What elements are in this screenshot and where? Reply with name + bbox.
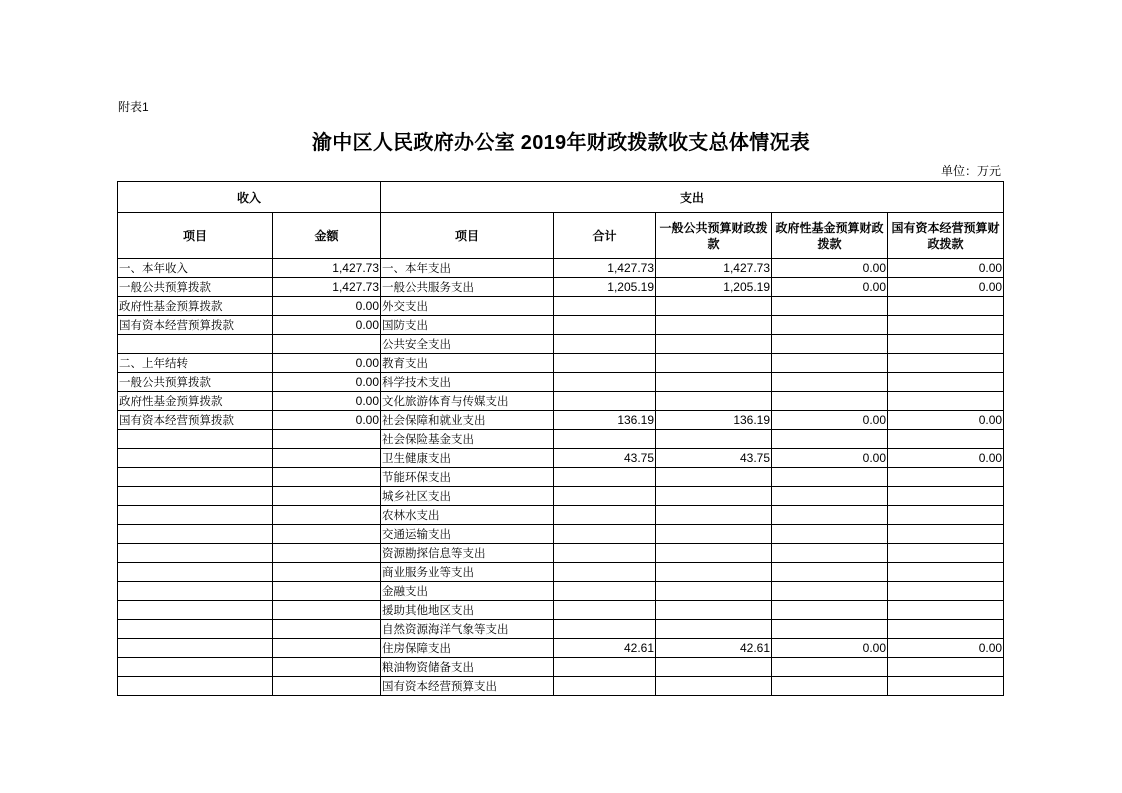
income-item-cell: 一、本年收入 xyxy=(118,259,273,278)
state-capital-cell xyxy=(888,392,1004,411)
expense-item-cell: 社会保障和就业支出 xyxy=(381,411,554,430)
income-amount-cell xyxy=(273,544,381,563)
income-amount-cell xyxy=(273,525,381,544)
table-row xyxy=(118,620,1004,639)
expense-total-cell xyxy=(554,506,656,525)
expense-total-cell xyxy=(554,544,656,563)
col-income-item: 项目 xyxy=(118,213,273,259)
table-row xyxy=(118,392,1004,411)
table-row xyxy=(118,525,1004,544)
table-row xyxy=(118,373,1004,392)
income-item-cell: 一般公共预算拨款 xyxy=(118,373,273,392)
income-item-cell xyxy=(118,582,273,601)
state-capital-cell xyxy=(888,316,1004,335)
table-row xyxy=(118,259,1004,278)
fund-budget-cell xyxy=(772,487,888,506)
income-amount-cell xyxy=(273,582,381,601)
income-amount-cell: 1,427.73 xyxy=(273,259,381,278)
state-capital-cell xyxy=(888,563,1004,582)
table-row xyxy=(118,468,1004,487)
general-budget-cell: 1,427.73 xyxy=(656,259,772,278)
income-amount-cell: 0.00 xyxy=(273,297,381,316)
income-item-cell xyxy=(118,601,273,620)
expense-item-cell: 住房保障支出 xyxy=(381,639,554,658)
state-capital-cell xyxy=(888,373,1004,392)
fund-budget-cell xyxy=(772,544,888,563)
expense-item-cell: 商业服务业等支出 xyxy=(381,563,554,582)
fund-budget-cell xyxy=(772,563,888,582)
income-amount-cell xyxy=(273,658,381,677)
expense-total-cell: 1,427.73 xyxy=(554,259,656,278)
fund-budget-cell xyxy=(772,677,888,696)
income-amount-cell xyxy=(273,449,381,468)
state-capital-cell xyxy=(888,525,1004,544)
income-amount-cell: 0.00 xyxy=(273,316,381,335)
expense-item-cell: 教育支出 xyxy=(381,354,554,373)
income-item-cell xyxy=(118,430,273,449)
fund-budget-cell xyxy=(772,658,888,677)
income-amount-cell: 0.00 xyxy=(273,373,381,392)
income-item-cell xyxy=(118,639,273,658)
fund-budget-cell xyxy=(772,506,888,525)
income-amount-cell xyxy=(273,601,381,620)
attachment-label: 附表1 xyxy=(118,100,149,114)
fund-budget-cell xyxy=(772,373,888,392)
general-budget-cell: 43.75 xyxy=(656,449,772,468)
expense-item-cell: 自然资源海洋气象等支出 xyxy=(381,620,554,639)
income-item-cell xyxy=(118,506,273,525)
income-item-cell xyxy=(118,335,273,354)
general-budget-cell xyxy=(656,468,772,487)
expense-item-cell: 卫生健康支出 xyxy=(381,449,554,468)
fund-budget-cell xyxy=(772,601,888,620)
state-capital-cell xyxy=(888,354,1004,373)
general-budget-cell xyxy=(656,563,772,582)
general-budget-cell xyxy=(656,487,772,506)
state-capital-cell xyxy=(888,297,1004,316)
table-row xyxy=(118,544,1004,563)
expense-total-cell xyxy=(554,468,656,487)
expense-total-cell xyxy=(554,601,656,620)
income-item-cell xyxy=(118,468,273,487)
income-item-cell xyxy=(118,563,273,582)
fund-budget-cell xyxy=(772,430,888,449)
income-item-cell xyxy=(118,525,273,544)
fund-budget-cell xyxy=(772,392,888,411)
table-row xyxy=(118,506,1004,525)
general-budget-cell xyxy=(656,335,772,354)
table-row xyxy=(118,411,1004,430)
expense-total-cell xyxy=(554,620,656,639)
expense-total-cell: 136.19 xyxy=(554,411,656,430)
expense-item-cell: 城乡社区支出 xyxy=(381,487,554,506)
general-budget-cell xyxy=(656,506,772,525)
fund-budget-cell xyxy=(772,620,888,639)
table-row xyxy=(118,677,1004,696)
col-fund-budget: 政府性基金预算财政拨款 xyxy=(772,213,888,259)
state-capital-cell xyxy=(888,620,1004,639)
fund-budget-cell xyxy=(772,468,888,487)
income-amount-cell xyxy=(273,620,381,639)
expense-total-cell xyxy=(554,373,656,392)
state-capital-cell xyxy=(888,487,1004,506)
expense-total-cell xyxy=(554,297,656,316)
income-amount-cell xyxy=(273,335,381,354)
general-budget-cell: 42.61 xyxy=(656,639,772,658)
expense-group-header: 支出 xyxy=(381,182,1004,213)
general-budget-cell xyxy=(656,658,772,677)
fund-budget-cell: 0.00 xyxy=(772,449,888,468)
table-row xyxy=(118,449,1004,468)
income-item-cell xyxy=(118,449,273,468)
expense-total-cell: 1,205.19 xyxy=(554,278,656,297)
expense-total-cell xyxy=(554,354,656,373)
general-budget-cell xyxy=(656,354,772,373)
state-capital-cell xyxy=(888,601,1004,620)
table-body xyxy=(118,259,1004,696)
expense-total-cell: 42.61 xyxy=(554,639,656,658)
general-budget-cell xyxy=(656,297,772,316)
general-budget-cell xyxy=(656,430,772,449)
expense-item-cell: 一般公共服务支出 xyxy=(381,278,554,297)
table-row xyxy=(118,316,1004,335)
table-row xyxy=(118,354,1004,373)
income-item-cell xyxy=(118,487,273,506)
expense-item-cell: 国防支出 xyxy=(381,316,554,335)
expense-total-cell xyxy=(554,316,656,335)
general-budget-cell xyxy=(656,392,772,411)
fund-budget-cell xyxy=(772,354,888,373)
income-amount-cell xyxy=(273,430,381,449)
income-amount-cell: 1,427.73 xyxy=(273,278,381,297)
expense-item-cell: 资源勘探信息等支出 xyxy=(381,544,554,563)
expense-total-cell xyxy=(554,582,656,601)
income-item-cell xyxy=(118,544,273,563)
expense-item-cell: 援助其他地区支出 xyxy=(381,601,554,620)
col-expense-item: 项目 xyxy=(381,213,554,259)
expense-item-cell: 农林水支出 xyxy=(381,506,554,525)
income-item-cell: 政府性基金预算拨款 xyxy=(118,297,273,316)
general-budget-cell xyxy=(656,582,772,601)
state-capital-cell xyxy=(888,544,1004,563)
state-capital-cell xyxy=(888,582,1004,601)
fund-budget-cell: 0.00 xyxy=(772,278,888,297)
income-amount-cell: 0.00 xyxy=(273,411,381,430)
general-budget-cell xyxy=(656,677,772,696)
expense-item-cell: 社会保险基金支出 xyxy=(381,430,554,449)
fund-budget-cell: 0.00 xyxy=(772,259,888,278)
table-row xyxy=(118,430,1004,449)
income-amount-cell xyxy=(273,487,381,506)
expense-total-cell xyxy=(554,487,656,506)
expense-item-cell: 节能环保支出 xyxy=(381,468,554,487)
income-item-cell xyxy=(118,620,273,639)
expense-item-cell: 金融支出 xyxy=(381,582,554,601)
col-state-capital: 国有资本经营预算财政拨款 xyxy=(888,213,1004,259)
state-capital-cell: 0.00 xyxy=(888,639,1004,658)
income-item-cell xyxy=(118,677,273,696)
state-capital-cell: 0.00 xyxy=(888,449,1004,468)
expense-total-cell xyxy=(554,677,656,696)
expense-total-cell xyxy=(554,525,656,544)
fund-budget-cell xyxy=(772,316,888,335)
table-row xyxy=(118,278,1004,297)
income-item-cell xyxy=(118,658,273,677)
expense-item-cell: 文化旅游体育与传媒支出 xyxy=(381,392,554,411)
expense-total-cell xyxy=(554,335,656,354)
general-budget-cell: 136.19 xyxy=(656,411,772,430)
fund-budget-cell xyxy=(772,582,888,601)
fund-budget-cell: 0.00 xyxy=(772,639,888,658)
state-capital-cell xyxy=(888,335,1004,354)
expense-total-cell xyxy=(554,563,656,582)
state-capital-cell xyxy=(888,468,1004,487)
income-amount-cell xyxy=(273,563,381,582)
income-item-cell: 国有资本经营预算拨款 xyxy=(118,316,273,335)
col-general-budget: 一般公共预算财政拨款 xyxy=(656,213,772,259)
general-budget-cell xyxy=(656,316,772,335)
income-amount-cell xyxy=(273,639,381,658)
fund-budget-cell xyxy=(772,335,888,354)
page-title: 渝中区人民政府办公室 2019年财政拨款收支总体情况表 xyxy=(311,132,811,154)
expense-total-cell xyxy=(554,430,656,449)
income-amount-cell: 0.00 xyxy=(273,354,381,373)
expense-total-cell: 43.75 xyxy=(554,449,656,468)
expense-item-cell: 交通运输支出 xyxy=(381,525,554,544)
expense-item-cell: 国有资本经营预算支出 xyxy=(381,677,554,696)
state-capital-cell xyxy=(888,677,1004,696)
state-capital-cell xyxy=(888,430,1004,449)
general-budget-cell xyxy=(656,373,772,392)
expense-item-cell: 科学技术支出 xyxy=(381,373,554,392)
col-expense-total: 合计 xyxy=(554,213,656,259)
general-budget-cell xyxy=(656,525,772,544)
general-budget-cell xyxy=(656,620,772,639)
budget-table xyxy=(117,181,1004,696)
general-budget-cell xyxy=(656,544,772,563)
income-amount-cell xyxy=(273,506,381,525)
table-row xyxy=(118,601,1004,620)
expense-item-cell: 公共安全支出 xyxy=(381,335,554,354)
table-row xyxy=(118,658,1004,677)
income-item-cell: 一般公共预算拨款 xyxy=(118,278,273,297)
table-row xyxy=(118,335,1004,354)
income-item-cell: 二、上年结转 xyxy=(118,354,273,373)
table-row xyxy=(118,639,1004,658)
unit-label: 单位：万元 xyxy=(940,164,1001,178)
state-capital-cell: 0.00 xyxy=(888,259,1004,278)
state-capital-cell: 0.00 xyxy=(888,278,1004,297)
col-income-amount: 金额 xyxy=(273,213,381,259)
income-item-cell: 国有资本经营预算拨款 xyxy=(118,411,273,430)
expense-item-cell: 一、本年支出 xyxy=(381,259,554,278)
general-budget-cell: 1,205.19 xyxy=(656,278,772,297)
state-capital-cell: 0.00 xyxy=(888,411,1004,430)
table-row xyxy=(118,487,1004,506)
expense-item-cell: 粮油物资储备支出 xyxy=(381,658,554,677)
table-row xyxy=(118,563,1004,582)
expense-total-cell xyxy=(554,658,656,677)
fund-budget-cell: 0.00 xyxy=(772,411,888,430)
general-budget-cell xyxy=(656,601,772,620)
income-amount-cell: 0.00 xyxy=(273,392,381,411)
fund-budget-cell xyxy=(772,525,888,544)
state-capital-cell xyxy=(888,506,1004,525)
income-group-header: 收入 xyxy=(118,182,381,213)
table-row xyxy=(118,582,1004,601)
table-row xyxy=(118,297,1004,316)
income-amount-cell xyxy=(273,677,381,696)
income-amount-cell xyxy=(273,468,381,487)
expense-item-cell: 外交支出 xyxy=(381,297,554,316)
expense-total-cell xyxy=(554,392,656,411)
state-capital-cell xyxy=(888,658,1004,677)
income-item-cell: 政府性基金预算拨款 xyxy=(118,392,273,411)
fund-budget-cell xyxy=(772,297,888,316)
